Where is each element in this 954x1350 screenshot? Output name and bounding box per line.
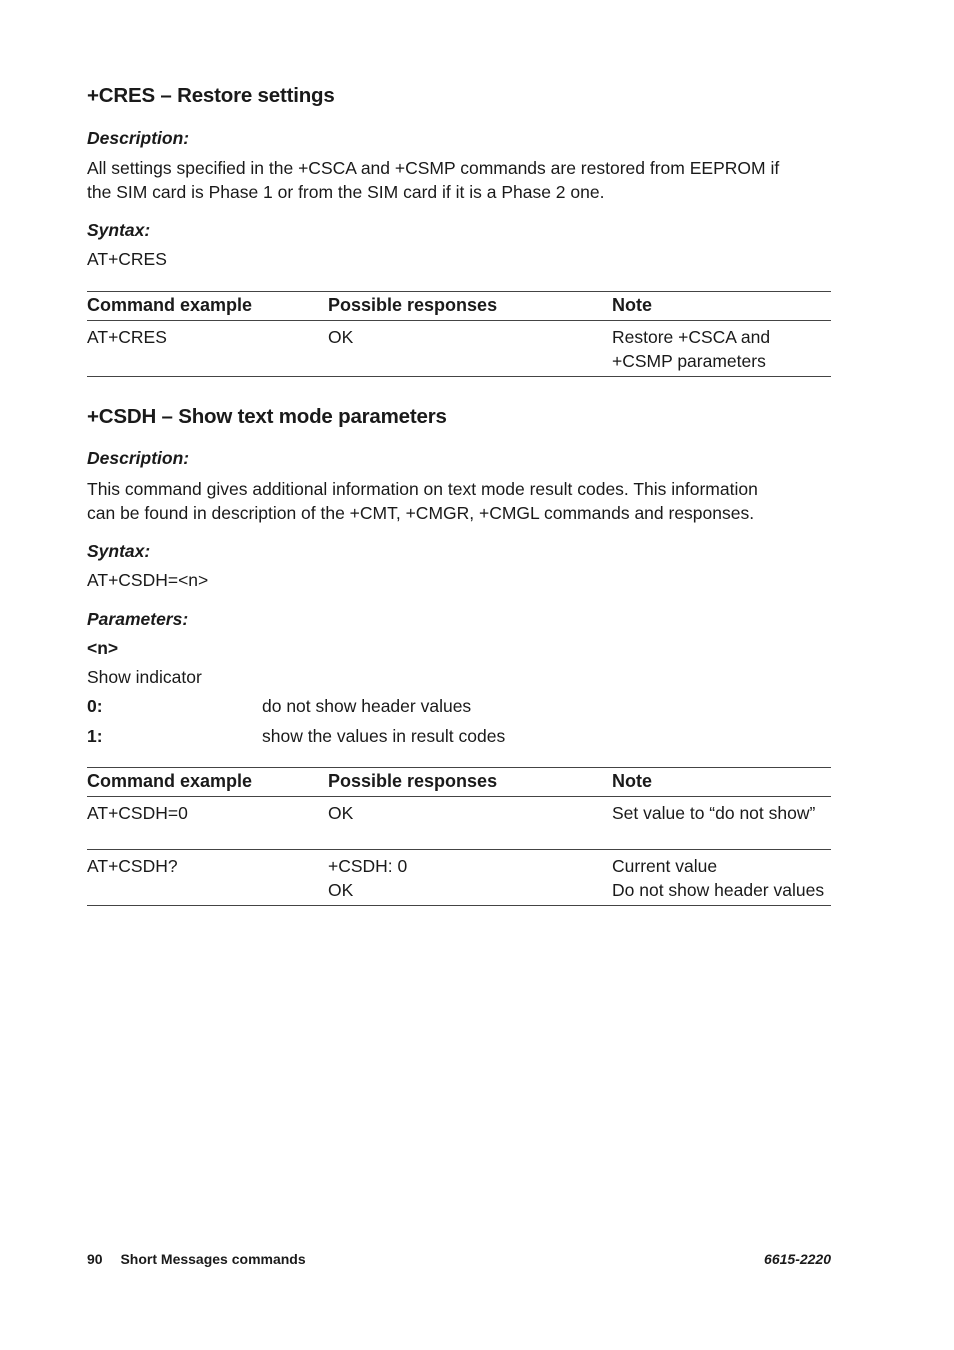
column-header: Command example: [87, 768, 328, 797]
syntax-label: Syntax:: [87, 541, 151, 561]
page-footer: [87, 1251, 831, 1267]
column-header: Note: [612, 768, 831, 797]
parameter-value-row: [87, 726, 831, 750]
parameter-value-desc: show the values in result codes: [262, 726, 506, 746]
description-label: Description:: [87, 448, 190, 468]
parameter-value-key: 0:: [87, 696, 103, 716]
parameter-value-row: [87, 696, 831, 720]
response-line: OK: [328, 327, 354, 347]
description-line: This command gives additional information on text mode result codes. This information: [87, 479, 758, 499]
chapter-title: Short Messages commands: [120, 1251, 306, 1267]
command-cell: AT+CSDH?: [87, 850, 328, 906]
table-row: [87, 850, 831, 906]
description-line: the SIM card is Phase 1 or from the SIM card if it is a Phase 2 one.: [87, 182, 605, 202]
syntax-text: AT+CRES: [87, 249, 167, 269]
syntax-text: AT+CSDH=<n>: [87, 570, 209, 590]
note-line: Current value: [612, 856, 718, 876]
parameter-description: Show indicator: [87, 667, 202, 687]
response-cell: [328, 321, 612, 377]
command-table-csdh: [87, 767, 831, 906]
page-number: 90: [87, 1251, 103, 1267]
parameter-value-key: 1:: [87, 726, 103, 746]
note-cell: [612, 321, 831, 377]
response-cell: [328, 850, 612, 906]
column-header: Command example: [87, 292, 328, 321]
description-line: All settings specified in the +CSCA and +CSMP commands are restored from EEPROM if: [87, 158, 780, 178]
response-line: OK: [328, 803, 354, 823]
note-cell: [612, 850, 831, 906]
note-line: Do not show header values: [612, 880, 825, 900]
note-line: +CSMP parameters: [612, 351, 766, 371]
description-label: Description:: [87, 128, 190, 148]
column-header: Note: [612, 292, 831, 321]
response-line: OK: [328, 880, 354, 900]
table-header-row: [87, 768, 831, 797]
response-line: +CSDH: 0: [328, 856, 408, 876]
command-cell: AT+CSDH=0: [87, 797, 328, 850]
section-title-cres: +CRES – Restore settings: [87, 84, 335, 107]
command-table-cres: [87, 291, 831, 377]
table-row: [87, 321, 831, 377]
parameter-name: <n>: [87, 638, 119, 658]
syntax-label: Syntax:: [87, 220, 151, 240]
document-number: 6615-2220: [764, 1251, 831, 1267]
parameters-label: Parameters:: [87, 609, 189, 629]
column-header: Possible responses: [328, 292, 612, 321]
table-header-row: [87, 292, 831, 321]
parameter-value-desc: do not show header values: [262, 696, 472, 716]
response-cell: [328, 797, 612, 850]
command-cell: AT+CRES: [87, 321, 328, 377]
description-line: can be found in description of the +CMT, +CMGR, +CMGL commands and responses.: [87, 503, 755, 523]
note-cell: [612, 797, 831, 850]
description-text: [87, 477, 831, 525]
description-text: [87, 156, 831, 204]
section-title-csdh: +CSDH – Show text mode parameters: [87, 405, 447, 428]
note-line: Restore +CSCA and: [612, 327, 771, 347]
table-row: [87, 797, 831, 850]
note-line: Set value to “do not show”: [612, 803, 816, 823]
column-header: Possible responses: [328, 768, 612, 797]
